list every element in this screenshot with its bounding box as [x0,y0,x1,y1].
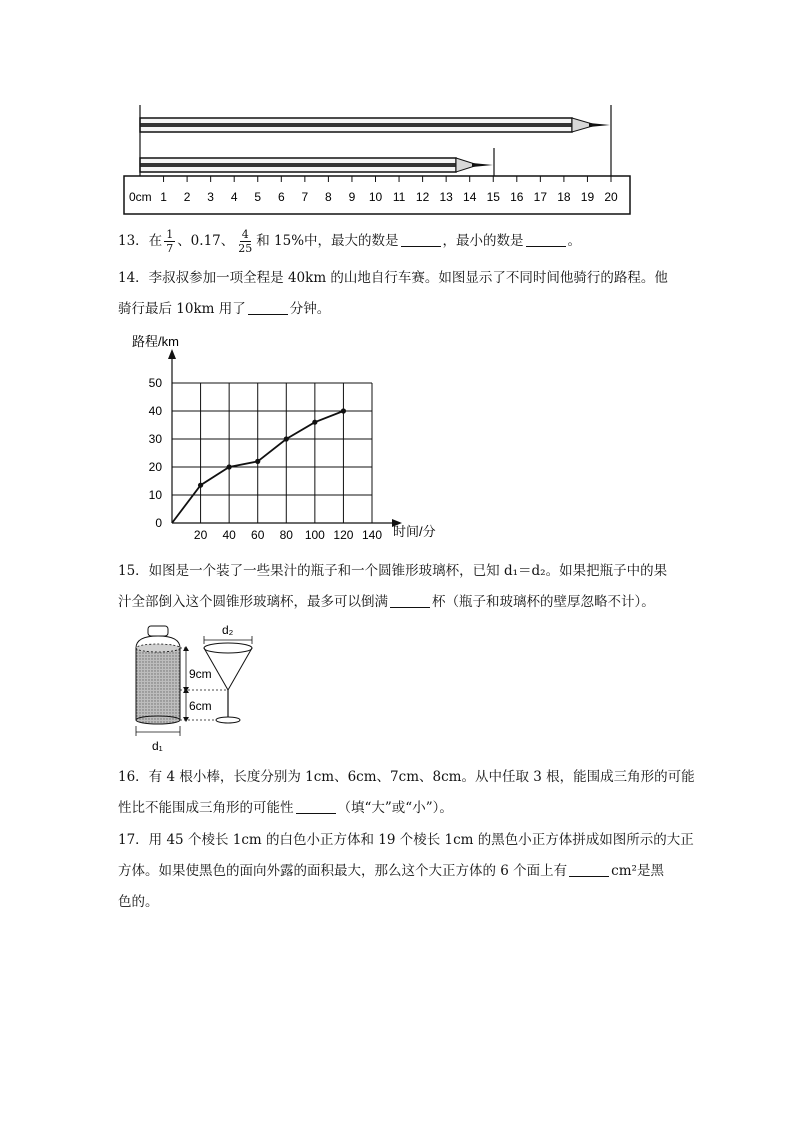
ruler-tick-label: 7 [301,190,309,204]
x-tick-label: 100 [304,528,325,542]
ruler-tick-label: 16 [510,190,524,204]
short-pencil [140,158,493,172]
y-tick-label: 30 [148,432,162,446]
q13-prefix: 13．在 [118,233,163,249]
q17-line2-suffix: cm²是黑 [611,863,664,879]
frac2-denominator: 25 [238,242,253,255]
long-pencil [140,118,610,132]
x-tick-label: 140 [361,528,383,542]
question-16-line1: 16．有 4 根小棒，长度分别为 1cm、6cm、7cm、8cm。从中任取 3 根，能围成三角形的可能 [118,769,695,785]
ruler-tick-label: 9 [348,190,356,204]
x-tick-label: 60 [251,528,265,542]
ruler-tick-label: 15 [486,190,500,204]
distance-time-chart [120,328,450,548]
ruler-tick-label: 19 [580,190,595,204]
ruler-zero-label: 0cm [129,190,152,204]
y-tick-label: 40 [148,404,162,418]
chart-series [172,408,346,523]
question-17-line3: 色的。 [118,894,159,910]
q15-line2-suffix: 杯（瓶子和玻璃杯的壁厚忽略不计）。 [432,594,655,610]
ruler-tick-label: 6 [277,190,285,204]
q16-line2-prefix: 性比不能围成三角形的可能性 [118,800,294,816]
d2-label: d₂ [222,623,234,637]
q13-mid: 和 15%中，最大的数是 [256,233,399,249]
question-16-line2 [118,798,453,818]
x-axis-label: 时间/分 [393,524,436,539]
ruler-tick-label: 20 [604,190,618,204]
data-point [341,408,346,413]
height-markers [183,646,228,722]
question-15-line1: 15．如图是一个装了一些果汁的瓶子和一个圆锥形玻璃杯，已知 d₁＝d₂。如果把瓶子中的果 [118,563,668,579]
question-17-line2 [118,861,664,881]
fraction-1-7 [164,228,175,255]
ruler-tick-label: 8 [325,190,332,204]
y-tick-label: 10 [148,488,162,502]
data-point [255,459,260,464]
ruler-tick-label: 3 [207,190,214,204]
q14-answer-blank[interactable] [248,300,288,315]
height-6cm-label: 6cm [189,699,212,713]
ruler-tick-label: 2 [183,190,191,204]
q17-line2-prefix: 方体。如果使黑色的面向外露的面积最大，那么这个大正方体的 6 个面上有 [118,863,568,879]
height-9cm-label: 9cm [189,667,212,681]
y-axis-label: 路程/km [132,334,179,349]
ruler-tick-label: 5 [254,190,262,204]
y-tick-label: 50 [148,376,162,390]
ruler-tick-label: 18 [557,190,571,204]
q13-sep1: 、0.17、 [177,233,235,249]
question-17-line1: 17．用 45 个棱长 1cm 的白色小正方体和 19 个棱长 1cm 的黑色小正方体拼成如图所示的大正 [118,832,694,848]
x-tick-label: 40 [222,528,236,542]
ruler-tick-label: 14 [463,190,477,204]
bottle [136,626,188,724]
q14-line2-prefix: 骑行最后 10km 用了 [118,301,246,317]
question-13 [118,228,581,255]
bottle-width-marker [136,726,180,753]
frac1-denominator: 7 [166,242,174,255]
ruler-tick-label: 17 [533,190,548,204]
q13-end: 。 [567,233,582,249]
y-axis-arrow [168,349,176,359]
data-point [227,464,232,469]
data-point [198,483,203,488]
ruler-tick-label: 13 [439,190,453,204]
y-tick-label: 20 [148,460,162,474]
ruler-tick-label: 11 [392,190,406,204]
q13-mid2: ，最小的数是 [442,233,524,249]
x-tick-label: 80 [279,528,293,542]
q17-answer-blank[interactable] [569,862,609,877]
d1-label: d₁ [152,739,163,753]
y-tick-label: 0 [155,516,162,530]
data-point [284,436,289,441]
fraction-4-25 [236,228,254,255]
q16-answer-blank[interactable] [296,799,336,814]
ruler-tick-label: 1 [160,190,167,204]
question-14-line1: 14．李叔叔参加一项全程是 40km 的山地自行车赛。如图显示了不同时间他骑行的路程。他 [118,270,668,286]
x-tick-label: 120 [333,528,354,542]
q13-answer-blank-max[interactable] [401,232,441,247]
question-15-line2 [118,592,655,612]
question-14-line2 [118,299,330,319]
ruler-tick-label: 12 [415,190,430,204]
chart-tick-labels [149,376,383,542]
q14-line2-suffix: 分钟。 [289,301,331,317]
q13-answer-blank-min[interactable] [526,232,566,247]
ruler-tick-label: 4 [230,190,238,204]
chart-grid [172,383,372,523]
frac2-numerator: 4 [241,228,249,241]
q15-answer-blank[interactable] [390,593,430,608]
ruler-tick-label: 10 [368,190,383,204]
x-tick-label: 20 [193,528,208,542]
bottle-and-cone-figure [124,622,274,757]
frac1-numerator: 1 [166,228,174,241]
q16-line2-suffix: （填“大”或“小”）。 [337,800,453,816]
data-point [312,420,317,425]
pencil-ruler-figure [118,100,638,218]
q15-line2-prefix: 汁全部倒入这个圆锥形玻璃杯，最多可以倒满 [118,594,388,610]
